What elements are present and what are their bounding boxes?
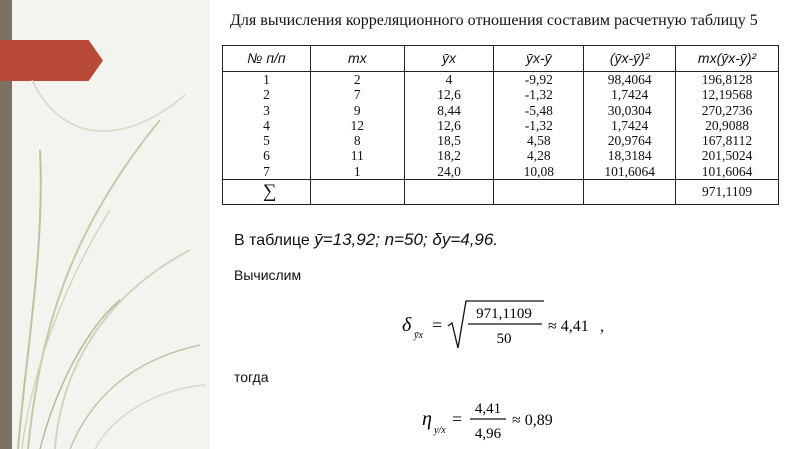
table-row: [223, 118, 779, 133]
table-cell: 4: [404, 72, 494, 88]
table-cell: 7: [310, 87, 404, 102]
formula-numerator: 971,1109: [476, 306, 532, 322]
formula-denominator: 50: [496, 331, 512, 347]
formula-subscript: y/x: [434, 425, 446, 436]
table-cell: 5: [223, 133, 311, 148]
table-cell: 18,3184: [584, 148, 676, 163]
formula-result: ≈ 0,89: [512, 412, 553, 429]
table-row: [223, 72, 779, 88]
table-cell: 1,7424: [584, 118, 676, 133]
table-cell: 20,9088: [676, 118, 779, 133]
eta-formula: [420, 394, 580, 446]
formula-symbol: η: [422, 408, 432, 430]
table-cell: 2: [310, 72, 404, 88]
table-cell: 101,6064: [676, 164, 779, 180]
sum-value: 971,1109: [676, 180, 779, 205]
table-header-row: [223, 46, 779, 72]
header-cell: ȳx: [404, 46, 494, 72]
formula-subscript: ȳx: [414, 330, 423, 341]
table-cell: [584, 180, 676, 205]
table-cell: -5,48: [494, 103, 584, 118]
table-cell: 8,44: [404, 103, 494, 118]
table-row: [223, 164, 779, 180]
table-cell: 2: [223, 87, 311, 102]
compute-label: Вычислим: [234, 267, 302, 283]
table-cell: 1: [310, 164, 404, 180]
grass-leaves-icon: [0, 0, 210, 449]
formula-numerator: 4,41: [474, 401, 502, 417]
table-cell: 1,7424: [584, 87, 676, 102]
table-cell: 18,5: [404, 133, 494, 148]
header-cell: № п/п: [223, 46, 311, 72]
table-cell: 9: [310, 103, 404, 118]
formula-trailing: ,: [600, 318, 604, 335]
sum-label: ∑: [223, 180, 311, 205]
table-cell: 4,58: [494, 133, 584, 148]
table-cell: [404, 180, 494, 205]
page-heading: Для вычисления корреляционного отношения составим расчетную таблицу 5: [230, 12, 758, 29]
table-cell: 8: [310, 133, 404, 148]
document-page: [210, 0, 800, 449]
decorative-background: [0, 0, 210, 449]
table-cell: 98,4064: [584, 72, 676, 88]
table-cell: 6: [223, 148, 311, 163]
table-cell: 201,5024: [676, 148, 779, 163]
table-cell: 270,2736: [676, 103, 779, 118]
table-summary: [234, 230, 498, 250]
then-label: тогда: [234, 369, 269, 385]
formula-denominator: 4,96: [474, 426, 502, 442]
table-cell: 11: [310, 148, 404, 163]
table-row: [223, 103, 779, 118]
table-cell: 3: [223, 103, 311, 118]
table-row: [223, 148, 779, 163]
header-cell: (ȳx-ȳ)²: [584, 46, 676, 72]
sum-row: [223, 180, 779, 205]
table-cell: 101,6064: [584, 164, 676, 180]
table-row: [223, 87, 779, 102]
table-cell: 30,0304: [584, 103, 676, 118]
table-cell: [310, 180, 404, 205]
formula-result: ≈ 4,41: [548, 318, 589, 335]
table-cell: 167,8112: [676, 133, 779, 148]
header-cell: ȳx-ȳ: [494, 46, 584, 72]
equals-sign: =: [452, 409, 463, 429]
summary-prefix: В таблице: [234, 232, 310, 249]
table-cell: 12,6: [404, 118, 494, 133]
table-row: [223, 133, 779, 148]
table-cell: 12,19568: [676, 87, 779, 102]
table-cell: [494, 180, 584, 205]
table-cell: 12,6: [404, 87, 494, 102]
table-cell: -1,32: [494, 87, 584, 102]
table-cell: -1,32: [494, 118, 584, 133]
formula-symbol: δ: [402, 314, 412, 336]
table-cell: 7: [223, 164, 311, 180]
header-cell: mx(ȳx-ȳ)²: [676, 46, 779, 72]
table-cell: 196,8128: [676, 72, 779, 88]
table-cell: 1: [223, 72, 311, 88]
table-cell: 4: [223, 118, 311, 133]
table-cell: 4,28: [494, 148, 584, 163]
table-cell: 20,9764: [584, 133, 676, 148]
table-cell: -9,92: [494, 72, 584, 88]
equals-sign: =: [432, 315, 443, 335]
table-cell: 18,2: [404, 148, 494, 163]
table-cell: 10,08: [494, 164, 584, 180]
calculation-table: [222, 45, 779, 205]
table-cell: 12: [310, 118, 404, 133]
summary-formula: ȳ=13,92; n=50; δy=4,96.: [314, 230, 499, 249]
table-cell: 24,0: [404, 164, 494, 180]
delta-formula: [396, 298, 616, 354]
header-cell: mx: [310, 46, 404, 72]
